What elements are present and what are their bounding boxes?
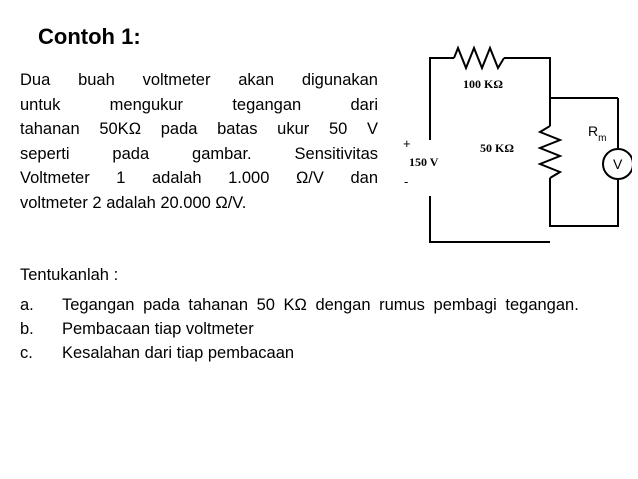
resistor-100k-symbol bbox=[454, 48, 504, 68]
task-text: Tegangan pada tahanan 50 KΩ dengan rumus pembagi tegangan. bbox=[62, 296, 579, 314]
resistor-50k-label: 50 KΩ bbox=[480, 141, 514, 155]
source-voltage-label: 150 V bbox=[409, 155, 439, 169]
task-marker: b. bbox=[20, 320, 34, 338]
statement-line: tahanan 50KΩ pada batas ukur 50 V bbox=[20, 120, 378, 138]
example-title: Contoh 1: bbox=[38, 24, 141, 49]
statement-line: seperti pada gambar. Sensitivitas bbox=[20, 144, 378, 163]
task-marker: a. bbox=[20, 296, 34, 314]
resistor-50k-symbol bbox=[540, 126, 560, 178]
statement-line: Dua buah voltmeter akan digunakan bbox=[20, 71, 378, 89]
task-list bbox=[20, 294, 600, 366]
task-text: Kesalahan dari tiap pembacaan bbox=[62, 344, 295, 362]
source-plus-sign: + bbox=[403, 136, 411, 151]
voltmeter-symbol: V bbox=[613, 156, 623, 172]
task-item bbox=[20, 318, 600, 340]
problem-statement bbox=[20, 68, 378, 215]
task-text: Pembacaan tiap voltmeter bbox=[62, 320, 254, 338]
statement-line: untuk mengukur tegangan dari bbox=[20, 95, 378, 114]
meter-resistance-label: $R_m$ bbox=[588, 123, 607, 144]
task-marker: c. bbox=[20, 344, 33, 362]
source-minus-sign: - bbox=[404, 174, 409, 189]
tasks-heading: Tentukanlah : bbox=[20, 266, 119, 284]
statement-line: voltmeter 2 adalah 20.000 Ω/V. bbox=[20, 193, 247, 212]
resistor-100k-label: 100 KΩ bbox=[463, 77, 503, 91]
statement-line: Voltmeter 1 adalah 1.000 Ω/V dan bbox=[20, 169, 378, 187]
circuit-diagram bbox=[392, 36, 632, 256]
task-item bbox=[20, 294, 600, 316]
task-item bbox=[20, 342, 600, 364]
